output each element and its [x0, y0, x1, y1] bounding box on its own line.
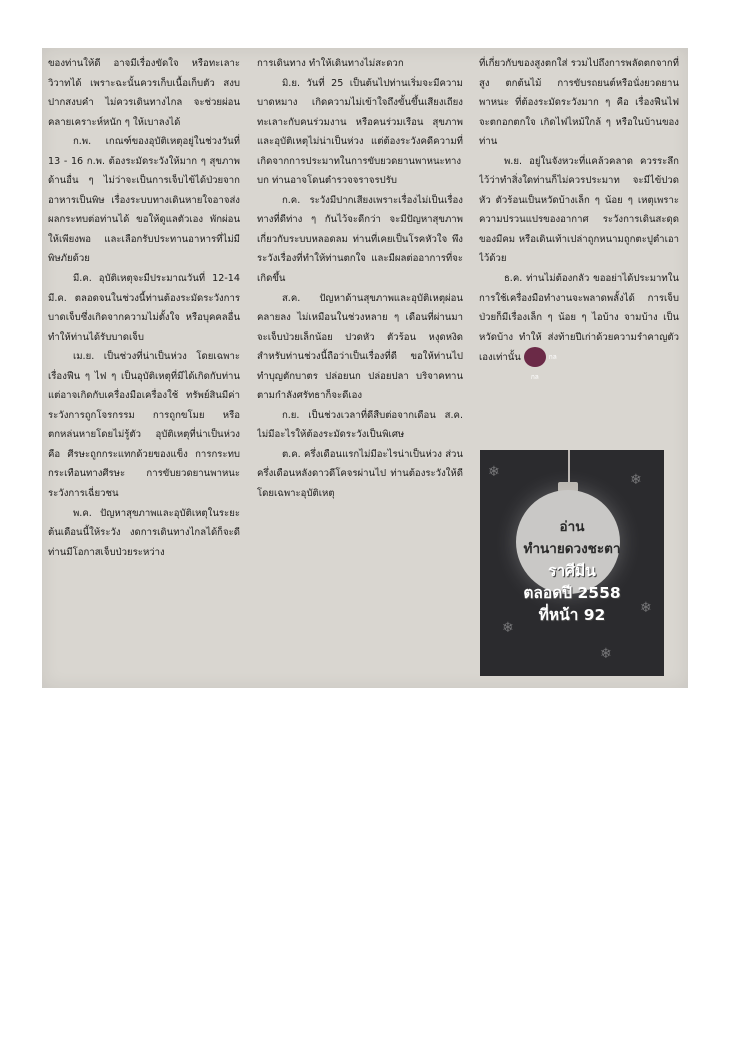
article-column-3: [479, 54, 679, 436]
paragraph-jun: มิ.ย. วันที่ 25 เป็นต้นไปท่านเริ่มจะมีความบาดหมาง เกิดความไม่เข้าใจถึงขั้นขึ้นเสียงเถียงทะเลาะกับคนร่วมงาน หรือคนร่วมเรือน สุขภาพและอุบัติเหตุไม่น่าเป็นห่วง แต่ต้องระวังคดีความที่เกิดจากการประมาทในการขับยวดยานพาหนะทางบก ท่านอาจโดนตำรวจจราจรปรับ: [257, 77, 463, 187]
promo-box: [480, 450, 664, 676]
paragraph-may: พ.ค. ปัญหาสุขภาพและอุบัติเหตุในระยะต้นเดือนนี้ให้ระวัง งดการเดินทางไกลได้ก็จะดี ท่านมีโอกาสเจ็บป่วยระหว่าง: [48, 507, 240, 558]
snowflake-icon: ❄: [640, 600, 652, 616]
paragraph-feb: ก.พ. เกณฑ์ของอุบัติเหตุอยู่ในช่วงวันที่ 13 - 16 ก.พ. ต้องระมัดระวังให้มาก ๆ สุขภาพด้านอื่น ๆ ไม่ว่าจะเป็นการเจ็บไข้ได้ป่วยจากอาหารเป็นพิษ เรื่องระบบทางเดินหายใจอาจส่งผลกระทบต่อท่านได้ ขอให้ดูแลตัวเอง พักผ่อนให้เพียงพอ และเลือกรับประทานอาหารที่ไม่มีพิษภัยด้วย: [48, 136, 240, 265]
snowflake-icon: ❄: [600, 646, 612, 662]
paragraph-apr: เม.ย. เป็นช่วงที่น่าเป็นห่วง โดยเฉพาะเรื่องฟืน ๆ ไฟ ๆ เป็นอุบัติเหตุที่มีได้เกิดกับท่าน แต่อาจเกิดกับเครื่องมือเครื่องใช้ ทรัพย์สินมีค่า ระวังการถูกโจรกรรม การถูกขโมย หรือตกหล่นหายโดยไม่รู้ตัว อุบัติเหตุที่น่าเป็นห่วงคือ ศีรษะถูกกระแทกด้วยของแข็ง การกระทบกระเทือนทางศีรษะ การขับยวดยานพาหนะ ระวังการเฉี่ยวชน: [48, 351, 240, 500]
paragraph: การเดินทาง ทำให้เดินทางไม่สะดวก: [257, 58, 404, 69]
paragraph-dec: [479, 269, 679, 382]
newspaper-clipping: [42, 48, 688, 688]
promo-line-read: อ่าน: [559, 519, 585, 535]
paragraph-dec-text: ธ.ค. ท่านไม่ต้องกลัว ขออย่าได้ประมาทในการใช้เครื่องมือทำงานจะพลาดพลั้งได้ การเจ็บป่วยก็มีเรื่องเล็ก ๆ น้อย ๆ ไอบ้าง จามบ้าง เป็นหวัดบ้าง ทำให้ ส่งท้ายปีเก่าด้วยความรำคาญตัวเองเท่านั้น: [479, 273, 679, 364]
snowflake-icon: ❄: [502, 620, 514, 636]
promo-line-zodiac: ราศีมีน: [548, 562, 596, 580]
promo-line-page: ที่หน้า 92: [538, 606, 606, 624]
article-column-2: [257, 54, 463, 684]
article-column-1: [48, 54, 240, 684]
promo-text: [480, 516, 664, 626]
promo-line-year: ตลอดปี 2558: [523, 584, 621, 602]
snowflake-icon: ❄: [630, 472, 642, 488]
paragraph-oct: ต.ค. ครึ่งเดือนแรกไม่มีอะไรน่าเป็นห่วง ส่วนครึ่งเดือนหลังดาวดีโคจรผ่านไป ท่านต้องระวังให้ดี โดยเฉพาะอุบัติเหตุ: [257, 448, 463, 500]
promo-line-horoscope: ทำนายดวงชะตา: [523, 541, 621, 557]
ornament-string: [568, 450, 570, 486]
paragraph-aug: ส.ค. ปัญหาด้านสุขภาพและอุบัติเหตุผ่อนคลายลง ไม่เหมือนในช่วงหลาย ๆ เดือนที่ผ่านมา จะเจ็บป่วยเล็กน้อย ปวดหัว ตัวร้อน หงุดหงิด สำหรับท่านช่วงนี้ถือว่าเป็นเรื่องที่ดี ขอให้ท่านไปทำบุญตักบาตร ปล่อยนก ปล่อยปลา บริจาคทานตามกำลังศรัทธาก็จะดีเอง: [257, 292, 463, 402]
paragraph: ที่เกี่ยวกับของสูงตกใส่ รวมไปถึงการพลัดตกจากที่สูง ตกต้นไม้ การขับรถยนต์หรือนั่งยวดยานพาหนะ ที่ต้องระมัดระวังมาก ๆ คือ เรื่องฟืนไฟ จะตกอกตกใจ เกิดไฟไหม้ใกล้ ๆ หรือในบ้านของท่าน: [479, 58, 679, 148]
paragraph-nov: พ.ย. อยู่ในจังหวะที่แคล้วคลาด ควรระลึกไว้ว่าทำสิ่งใดท่านก็ไม่ควรประมาท จะมีไข้ปวดหัว ตัวร้อนเป็นหวัดบ้างเล็ก ๆ น้อย ๆ เหตุเพราะความปรวนแปรของอากาศ ระวังการเดินสะดุดของมีคม หรือเดินเท้าเปล่าถูกหนามถูกตะปูตำเอาไว้ด้วย: [479, 155, 679, 265]
snowflake-icon: ❄: [488, 464, 500, 480]
paragraph-sep: ก.ย. เป็นช่วงเวลาที่ดีสืบต่อจากเดือน ส.ค. ไม่มีอะไรให้ต้องระมัดระวังเป็นพิเศษ: [257, 409, 463, 441]
paragraph-jul: ก.ค. ระวังมีปากเสียงเพราะเรื่องไม่เป็นเรื่อง ทางที่ดีท่าง ๆ กันไว้จะดีกว่า จะมีปัญหาสุขภาพเกี่ยวกับระบบหลอดลม ท่านที่เคยเป็นโรคหัวใจ พึงระวังเรื่องที่ทำให้ท่านตกใจ และมีผลต่ออาการที่จะเกิดขึ้น: [257, 194, 463, 285]
end-mark-icon: กล กล: [524, 347, 546, 367]
paragraph-mar: มี.ค. อุบัติเหตุจะมีประมาณวันที่ 12-14 มี.ค. ตลอดจนในช่วงนี้ท่านต้องระมัดระวังการบาดเจ็บซึ่งเกิดจากความไม่ตั้งใจ หรือบุคคลอื่นทำให้ท่านได้รับบาดเจ็บ: [48, 273, 240, 343]
paragraph: ของท่านให้ดี อาจมีเรื่องขัดใจ หรือทะเลาะวิวาทได้ เพราะฉะนั้นควรเก็บเนื้อเก็บตัว สงบปากสงบคำ ไม่ควรเดินทางไกล จะช่วยผ่อนคลายเคราะห์หนัก ๆ ให้เบาลงได้: [48, 58, 240, 128]
